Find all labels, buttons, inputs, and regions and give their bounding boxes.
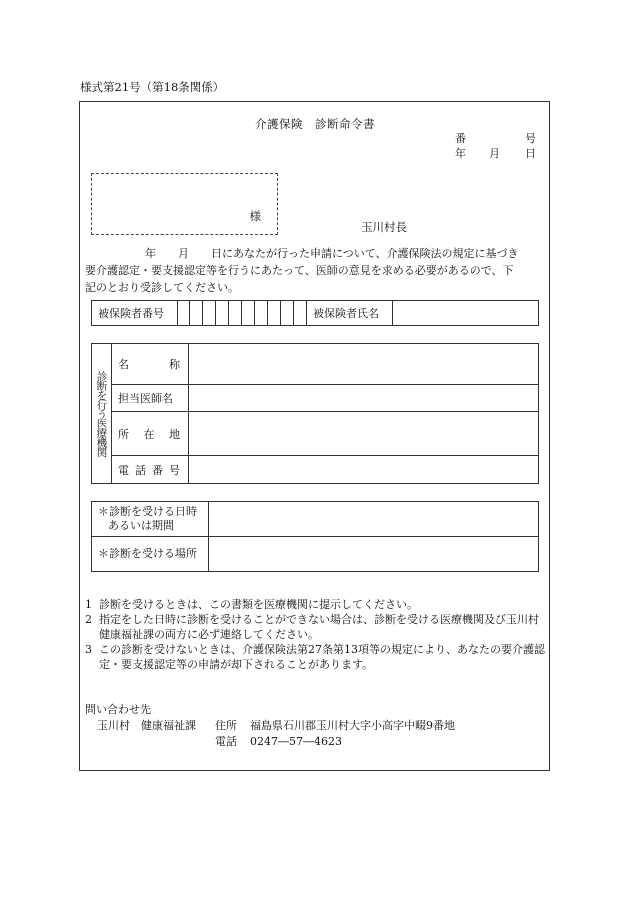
clinic-phone-char: 話 bbox=[135, 463, 146, 477]
clinic-address-field[interactable] bbox=[189, 412, 539, 456]
date-day-label: 日 bbox=[525, 147, 536, 160]
body-year: 年 bbox=[145, 247, 156, 260]
body-month: 月 bbox=[178, 247, 189, 260]
note-number: 1 bbox=[85, 598, 92, 611]
doctor-field[interactable] bbox=[189, 385, 539, 412]
exam-place-label: ＊診断を受ける場所 bbox=[92, 537, 209, 572]
insured-number-digit[interactable] bbox=[242, 301, 255, 326]
exam-table bbox=[91, 501, 539, 572]
note-number: 3 bbox=[85, 643, 92, 656]
clinic-address-char: 所 bbox=[118, 427, 129, 441]
contact-office: 玉川村 健康福祉課 bbox=[97, 719, 196, 732]
addressee-box[interactable] bbox=[91, 173, 278, 235]
exam-datetime-label-2: あるいは期間 bbox=[108, 519, 174, 532]
clinic-phone-label bbox=[112, 456, 189, 484]
clinic-phone-char: 号 bbox=[169, 463, 180, 477]
insured-name-label: 被保険者氏名 bbox=[307, 301, 393, 326]
clinic-phone-field[interactable] bbox=[189, 456, 539, 484]
exam-datetime-label-1: ＊診断を受ける日時 bbox=[98, 505, 197, 518]
body-text bbox=[85, 245, 549, 296]
clinic-address-label bbox=[112, 412, 189, 456]
insured-number-label: 被保険者番号 bbox=[92, 301, 178, 326]
exam-datetime-label bbox=[92, 502, 209, 537]
contact-address: 福島県石川郡玉川村大字小高字中畷9番地 bbox=[250, 719, 455, 732]
insured-number-digit[interactable] bbox=[178, 301, 190, 326]
contact-phone-label: 電話 bbox=[215, 735, 237, 748]
note-item bbox=[85, 597, 547, 612]
insured-number-digit[interactable] bbox=[229, 301, 242, 326]
contact-phone: 0247―57―4623 bbox=[250, 735, 342, 748]
insured-table bbox=[91, 300, 539, 326]
body-line3: 記のとおり受診してください。 bbox=[85, 281, 239, 294]
date-year-label: 年 bbox=[455, 147, 466, 160]
clinic-address-char: 在 bbox=[143, 427, 155, 441]
document-title: 介護保険 診断命令書 bbox=[255, 117, 375, 131]
insured-number-digit[interactable] bbox=[216, 301, 229, 326]
exam-place-field[interactable] bbox=[209, 537, 539, 572]
form-number: 様式第21号（第18条関係） bbox=[80, 80, 225, 94]
clinic-phone-char: 電 bbox=[118, 463, 129, 477]
note-text: この診断を受けないときは、介護保険法第27条第13項等の規定により、あなたの要介護認定・要支援認定等の申請が却下されることがあります。 bbox=[99, 643, 545, 671]
clinic-name-label bbox=[112, 344, 189, 385]
insured-number-digit[interactable] bbox=[255, 301, 268, 326]
clinic-phone-char: 番 bbox=[152, 463, 163, 477]
insured-number-digit[interactable] bbox=[281, 301, 294, 326]
notes bbox=[85, 597, 547, 672]
clinic-table bbox=[91, 343, 539, 484]
clinic-address-char: 地 bbox=[169, 427, 180, 441]
clinic-name-char: 名 bbox=[118, 358, 129, 371]
insured-number-digit[interactable] bbox=[190, 301, 203, 326]
clinic-name-field[interactable] bbox=[189, 344, 539, 385]
insured-number-digit[interactable] bbox=[268, 301, 281, 326]
note-text: 診断を受けるときは、この書類を医療機関に提示してください。 bbox=[99, 598, 418, 611]
body-line2: 要介護認定・要支援認定等を行うにあたって、医師の意見を求める必要があるので、下 bbox=[85, 264, 514, 277]
note-number: 2 bbox=[85, 613, 92, 626]
insured-name-field[interactable] bbox=[393, 301, 539, 326]
exam-datetime-field[interactable] bbox=[209, 502, 539, 537]
number-ban-label: 番 bbox=[455, 132, 466, 145]
note-item bbox=[85, 612, 547, 642]
insured-number-digit[interactable] bbox=[294, 301, 307, 326]
body-line1: 日にあなたが行った申請について、介護保険法の規定に基づき bbox=[211, 247, 519, 260]
doctor-label: 担当医師名 bbox=[112, 385, 189, 412]
addressee-suffix: 様 bbox=[249, 209, 261, 223]
insured-number-digit[interactable] bbox=[203, 301, 216, 326]
note-text: 指定をした日時に診断を受けることができない場合は、診断を受ける医療機関及び玉川村健康福祉課の両方に必ず連絡してください。 bbox=[99, 613, 539, 641]
contact-address-label: 住所 bbox=[215, 719, 237, 732]
issuer: 玉川村長 bbox=[361, 220, 407, 234]
note-item bbox=[85, 642, 547, 672]
contact-heading: 問い合わせ先 bbox=[85, 703, 151, 716]
number-go-label: 号 bbox=[525, 132, 536, 145]
clinic-section-label: 診断を行う医療機関 bbox=[92, 344, 112, 484]
date-month-label: 月 bbox=[489, 147, 500, 160]
clinic-name-char: 称 bbox=[169, 358, 180, 371]
